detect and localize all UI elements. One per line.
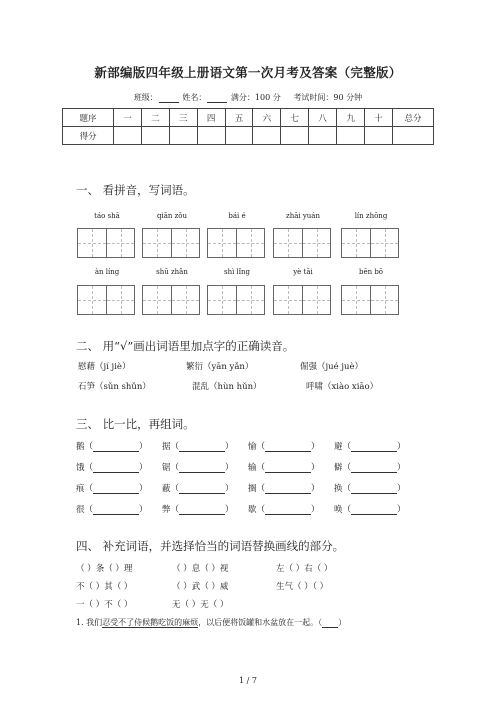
compare-char: 锯 xyxy=(162,463,171,473)
score-table-header-cell: 六 xyxy=(253,109,281,127)
question-1 xyxy=(76,617,346,628)
compare-char: 蔽 xyxy=(162,484,171,494)
score-table-header-cell: 十 xyxy=(365,109,393,127)
grid-cell[interactable] xyxy=(342,229,370,257)
grid-cell[interactable] xyxy=(78,286,106,314)
compare-char: 很 xyxy=(76,505,85,515)
writing-grid[interactable] xyxy=(77,228,135,258)
score-cell[interactable] xyxy=(225,127,253,145)
reading-item: 石笋（sǔn shǔn） xyxy=(78,382,151,392)
score-table-header-cell: 总分 xyxy=(393,109,434,127)
answer-blank[interactable] xyxy=(93,442,139,452)
answer-blank[interactable] xyxy=(179,463,225,473)
score-cell[interactable] xyxy=(393,127,434,145)
answer-blank[interactable] xyxy=(179,505,225,515)
score-table xyxy=(62,108,434,145)
writing-grid[interactable] xyxy=(273,228,331,258)
pinyin-label: bēn bō xyxy=(358,268,384,276)
exam-time: 考试时间：90 分钟 xyxy=(293,93,363,102)
pinyin-label: shū zhǎn xyxy=(156,268,188,276)
grid-cell[interactable] xyxy=(78,229,106,257)
question-1-suffix: ，以后便将饭罐和水盆放在一起。（ xyxy=(198,618,323,627)
grid-cell[interactable] xyxy=(106,286,134,314)
score-cell[interactable] xyxy=(141,127,169,145)
score-table-header-row xyxy=(63,109,434,127)
compare-char: 搁 xyxy=(248,484,257,494)
grid-cell[interactable] xyxy=(274,229,302,257)
answer-blank[interactable] xyxy=(322,618,338,628)
reading-item: 繁衍（yān yǎn） xyxy=(186,362,254,372)
question-1-underlined: 忍受不了侍候鹅吃饭的麻烦 xyxy=(102,618,199,627)
grid-cell[interactable] xyxy=(106,229,134,257)
writing-grid[interactable] xyxy=(273,285,331,315)
pinyin-label: qiān zǒu xyxy=(156,212,188,220)
answer-blank[interactable] xyxy=(265,463,311,473)
answer-blank[interactable] xyxy=(265,505,311,515)
compare-item: 锯（ ） xyxy=(162,463,234,473)
exam-info xyxy=(0,92,496,103)
page-title: 新部编版四年级上册语文第一次月考及答案（完整版） xyxy=(94,65,402,80)
score-cell[interactable] xyxy=(169,127,197,145)
name-label: 姓名： xyxy=(182,93,207,102)
idiom-item[interactable]: 左（ ）右（ ） xyxy=(276,564,333,574)
score-cell[interactable] xyxy=(253,127,281,145)
pinyin-label: yè tāi xyxy=(293,268,313,276)
idiom-item[interactable]: 不（ ）其（ ） xyxy=(76,582,133,592)
grid-cell[interactable] xyxy=(143,286,171,314)
compare-char: 输 xyxy=(248,463,257,473)
section1-heading: 一、 看拼音，写词语。 xyxy=(76,183,195,197)
score-table-header-cell: 一 xyxy=(114,109,142,127)
compare-item: 弊（ ） xyxy=(162,505,234,515)
compare-item: 饿（ ） xyxy=(76,463,148,473)
grid-cell[interactable] xyxy=(342,286,370,314)
compare-char: 歇 xyxy=(248,505,257,515)
grid-cell[interactable] xyxy=(302,286,330,314)
page-number: 1 / 7 xyxy=(239,676,257,685)
pinyin-label: táo shā xyxy=(94,212,120,220)
writing-grid[interactable] xyxy=(341,285,399,315)
pinyin-label: àn líng xyxy=(94,268,120,276)
idiom-item[interactable]: 一（ ）不（ ） xyxy=(76,600,133,610)
score-cell[interactable] xyxy=(281,127,309,145)
reading-item: 混乱（hùn hǔn） xyxy=(192,382,262,392)
writing-grid[interactable] xyxy=(207,285,265,315)
answer-blank[interactable] xyxy=(351,484,397,494)
pinyin-label: lín zhōng xyxy=(354,212,388,220)
compare-item: 搁（ ） xyxy=(248,484,320,494)
compare-item: 蔽（ ） xyxy=(162,484,234,494)
compare-item: 很（ ） xyxy=(76,505,148,515)
score-table-header-cell: 题序 xyxy=(63,109,114,127)
section4-heading: 四、 补充词语，并选择恰当的词语替换画线的部分。 xyxy=(76,539,345,553)
compare-item: 换（ ） xyxy=(334,484,406,494)
compare-char: 弊 xyxy=(162,505,171,515)
score-cell[interactable] xyxy=(114,127,142,145)
grid-cell[interactable] xyxy=(236,286,264,314)
answer-blank[interactable] xyxy=(265,442,311,452)
class-blank xyxy=(159,95,179,103)
compare-item: 输（ ） xyxy=(248,463,320,473)
compare-char: 僻 xyxy=(334,463,343,473)
score-table-header-cell: 五 xyxy=(225,109,253,127)
section3-heading: 三、 比一比，再组词。 xyxy=(76,417,195,431)
answer-blank[interactable] xyxy=(179,442,225,452)
answer-blank[interactable] xyxy=(93,484,139,494)
answer-blank[interactable] xyxy=(179,484,225,494)
answer-blank[interactable] xyxy=(351,442,397,452)
question-1-close: ） xyxy=(338,618,347,627)
compare-char: 据 xyxy=(162,442,171,452)
pinyin-label: zhāi yuán xyxy=(286,212,320,220)
compare-char: 换 xyxy=(334,484,343,494)
pinyin-label: shì lǐng xyxy=(223,268,251,276)
reading-item: 倔强（jué juè） xyxy=(300,362,363,372)
section2-heading: 二、 用“√”画出词语里加点字的正确读音。 xyxy=(76,339,295,353)
writing-grid[interactable] xyxy=(142,228,200,258)
grid-cell[interactable] xyxy=(208,286,236,314)
score-table-score-row xyxy=(63,127,434,145)
compare-item: 鹅（ ） xyxy=(76,442,148,452)
score-table-header-cell: 二 xyxy=(141,109,169,127)
idiom-item[interactable]: （ ）条（ ）理 xyxy=(76,564,133,574)
grid-cell[interactable] xyxy=(208,229,236,257)
writing-grid[interactable] xyxy=(341,228,399,258)
grid-cell[interactable] xyxy=(274,286,302,314)
compare-char: 鹅 xyxy=(76,442,85,452)
writing-grid[interactable] xyxy=(77,285,135,315)
compare-item: 据（ ） xyxy=(162,442,234,452)
full-score: 满分：100 分 xyxy=(230,93,281,102)
idiom-item[interactable]: 无（ ）无（ ） xyxy=(172,600,229,610)
grid-cell[interactable] xyxy=(302,229,330,257)
answer-blank[interactable] xyxy=(93,463,139,473)
pinyin-label: bái é xyxy=(228,212,246,220)
compare-char: 饿 xyxy=(76,463,85,473)
question-1-prefix: 1. 我们 xyxy=(76,618,103,627)
score-cell[interactable] xyxy=(309,127,337,145)
score-cell[interactable] xyxy=(365,127,393,145)
compare-item: 痕（ ） xyxy=(76,484,148,494)
answer-blank[interactable] xyxy=(93,505,139,515)
class-label: 班级： xyxy=(133,93,158,102)
score-row-label: 得分 xyxy=(63,127,114,145)
idiom-item[interactable]: 生气（ ）（ ） xyxy=(276,582,329,592)
name-blank xyxy=(207,95,227,103)
idiom-item[interactable]: （ ）武（ ）威 xyxy=(172,582,229,592)
score-cell[interactable] xyxy=(197,127,225,145)
writing-grid[interactable] xyxy=(207,228,265,258)
grid-cell[interactable] xyxy=(370,286,398,314)
idiom-item[interactable]: （ ）息（ ）视 xyxy=(172,564,229,574)
reading-item: 呼啸（xiào xiāo） xyxy=(306,382,379,392)
compare-item: 歇（ ） xyxy=(248,505,320,515)
score-cell[interactable] xyxy=(337,127,365,145)
compare-item: 愉（ ） xyxy=(248,442,320,452)
answer-blank[interactable] xyxy=(265,484,311,494)
grid-cell[interactable] xyxy=(236,229,264,257)
score-table-header-cell: 三 xyxy=(169,109,197,127)
score-table-header-cell: 四 xyxy=(197,109,225,127)
grid-cell[interactable] xyxy=(171,229,199,257)
compare-char: 避 xyxy=(334,442,343,452)
compare-item: 避（ ） xyxy=(334,442,406,452)
answer-blank[interactable] xyxy=(351,505,397,515)
grid-cell[interactable] xyxy=(171,286,199,314)
answer-blank[interactable] xyxy=(351,463,397,473)
reading-item: 慰藉（jí jiè） xyxy=(78,362,131,372)
compare-item: 唤（ ） xyxy=(334,505,406,515)
score-table-header-cell: 八 xyxy=(309,109,337,127)
compare-char: 愉 xyxy=(248,442,257,452)
score-table-header-cell: 七 xyxy=(281,109,309,127)
compare-item: 僻（ ） xyxy=(334,463,406,473)
grid-cell[interactable] xyxy=(143,229,171,257)
grid-cell[interactable] xyxy=(370,229,398,257)
score-table-header-cell: 九 xyxy=(337,109,365,127)
compare-char: 痕 xyxy=(76,484,85,494)
writing-grid[interactable] xyxy=(142,285,200,315)
compare-char: 唤 xyxy=(334,505,343,515)
